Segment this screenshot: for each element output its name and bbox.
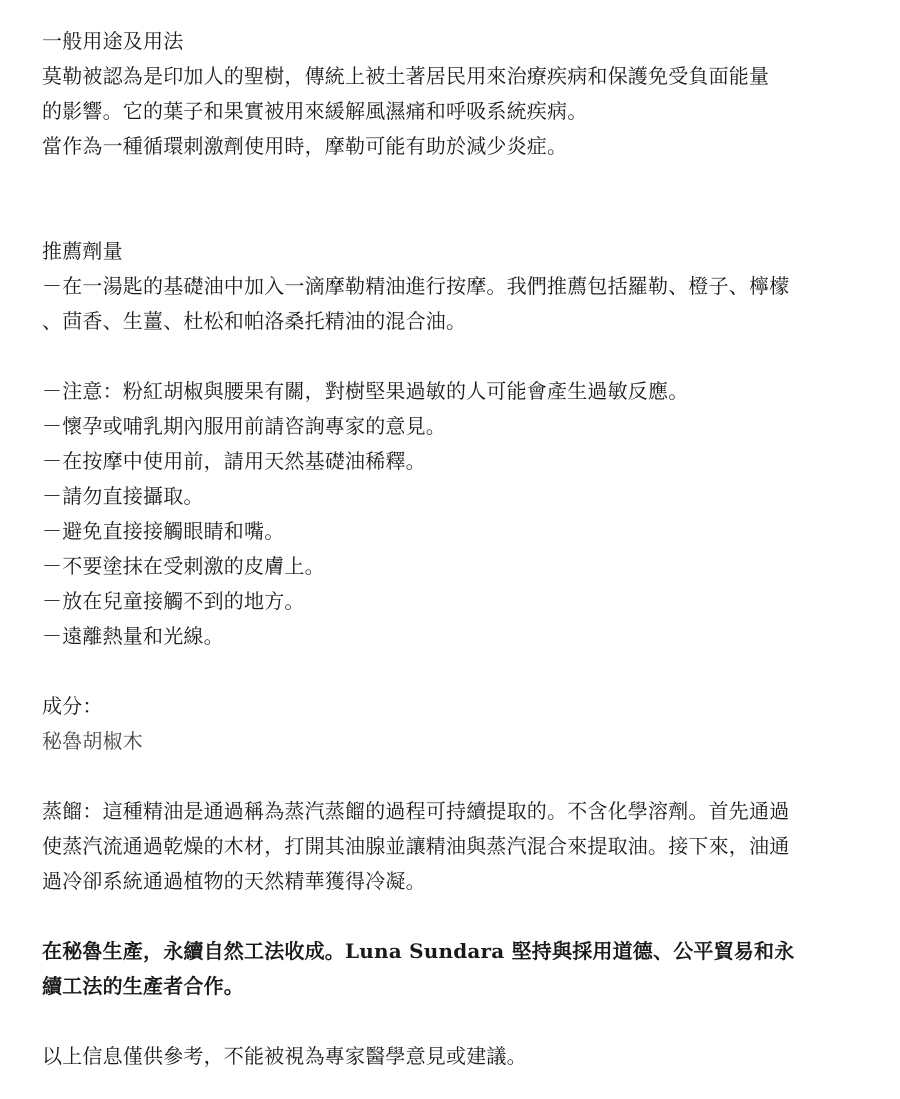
ingredients-heading: 成分： [42,694,103,718]
cautions-list [42,374,862,654]
dosage-section [42,234,862,339]
spacer [42,759,862,794]
usage-section [42,24,862,164]
caution-item: －不要塗抹在受刺激的皮膚上。 [42,554,325,578]
ingredients-section [42,689,862,759]
distillation-line: 使蒸汽流通過乾燥的木材，打開其油腺並讓精油與蒸汽混合來提取油。接下來，油通 [42,834,790,858]
dosage-line: －在一湯匙的基礎油中加入一滴摩勒精油進行按摩。我們推薦包括羅勒、橙子、檸檬 [42,274,790,298]
caution-item: －在按摩中使用前，請用天然基礎油稀釋。 [42,449,426,473]
dosage-line: 、茴香、生薑、杜松和帕洛桑托精油的混合油。 [42,309,467,333]
usage-line: 莫勒被認為是印加人的聖樹，傳統上被土著居民用來治療疾病和保護免受負面能量 [42,64,770,88]
product-description [42,24,862,1074]
origin-section [42,934,862,1004]
distillation-section [42,794,862,899]
ingredients-value: 秘魯胡椒木 [42,729,143,753]
spacer [42,899,862,934]
spacer [42,1004,862,1039]
spacer [42,654,862,689]
caution-item: －注意：粉紅胡椒與腰果有關，對樹堅果過敏的人可能會產生過敏反應。 [42,379,689,403]
spacer [42,339,862,374]
dosage-heading: 推薦劑量 [42,239,123,263]
spacer [42,164,862,234]
caution-item: －懷孕或哺乳期內服用前請咨詢專家的意見。 [42,414,446,438]
disclaimer: 以上信息僅供參考，不能被視為專家醫學意見或建議。 [42,1044,527,1068]
distillation-line: 過冷卻系統通過植物的天然精華獲得冷凝。 [42,869,426,893]
origin-line: 在秘魯生產，永續自然工法收成。Luna Sundara 堅持與採用道德、公平貿易和永 [42,939,795,963]
caution-item: －放在兒童接觸不到的地方。 [42,589,305,613]
caution-item: －遠離熱量和光線。 [42,624,224,648]
usage-line: 當作為一種循環刺激劑使用時，摩勒可能有助於減少炎症。 [42,134,568,158]
usage-line: 的影響。它的葉子和果實被用來緩解風濕痛和呼吸系統疾病。 [42,99,588,123]
caution-item: －請勿直接攝取。 [42,484,204,508]
caution-item: －避免直接接觸眼睛和嘴。 [42,519,285,543]
distillation-line: 蒸餾：這種精油是通過稱為蒸汽蒸餾的過程可持續提取的。不含化學溶劑。首先通過 [42,799,790,823]
usage-heading: 一般用途及用法 [42,29,184,53]
origin-line: 續工法的生產者合作。 [42,974,244,998]
